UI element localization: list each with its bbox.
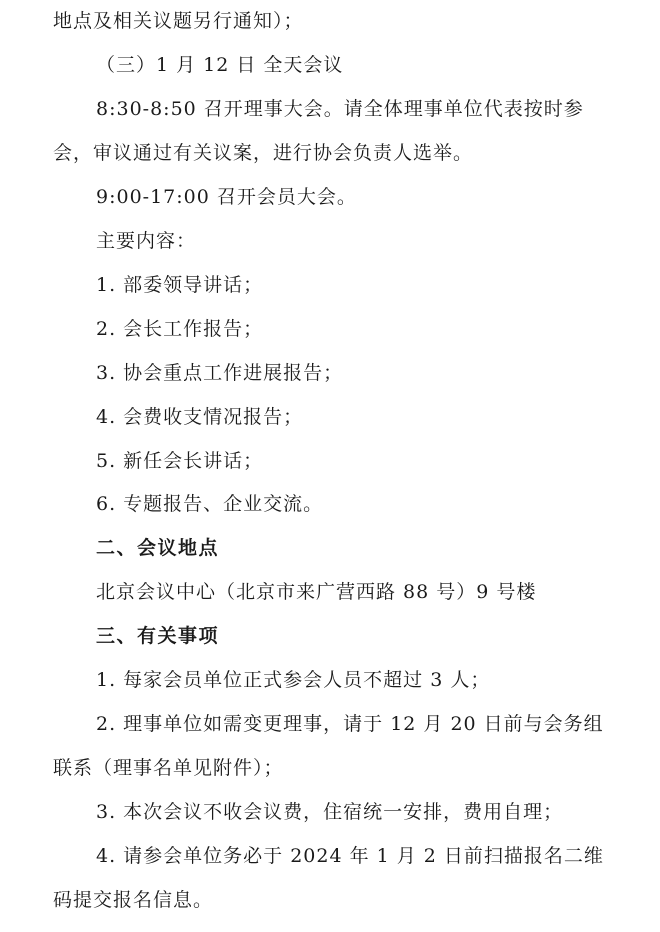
matter-item-1: 1. 每家会员单位正式参会人员不超过 3 人； — [96, 669, 491, 691]
section-heading-matters: 三、有关事项 — [96, 625, 220, 647]
agenda-item-2: 2. 会长工作报告； — [96, 318, 264, 340]
agenda-item-1: 1. 部委领导讲话； — [96, 274, 264, 296]
text-line-member-assembly: 9:00-17:00 召开会员大会。 — [96, 186, 357, 208]
agenda-item-4: 4. 会费收支情况报告； — [96, 406, 304, 428]
agenda-item-6: 6. 专题报告、企业交流。 — [96, 493, 324, 515]
text-line-council-meeting: 8:30-8:50 召开理事大会。请全体理事单位代表按时参 — [96, 98, 584, 120]
matter-item-4-cont: 码提交报名信息。 — [53, 889, 214, 911]
section-heading-venue: 二、会议地点 — [96, 537, 220, 559]
text-line-council-meeting-cont: 会，审议通过有关议案，进行协会负责人选举。 — [53, 142, 474, 164]
matter-item-4: 4. 请参会单位务必于 2024 年 1 月 2 日前扫描报名二维 — [96, 845, 604, 867]
agenda-item-5: 5. 新任会长讲话； — [96, 450, 264, 472]
text-line-main-content-label: 主要内容： — [96, 230, 197, 252]
matter-item-3: 3. 本次会议不收会议费，住宿统一安排，费用自理； — [96, 801, 564, 823]
text-line-venue-address: 北京会议中心（北京市来广营西路 88 号）9 号楼 — [96, 581, 537, 603]
text-line-venue-topics-note: 地点及相关议题另行通知）； — [53, 10, 304, 32]
matter-item-2-cont: 联系（理事名单见附件）； — [53, 757, 284, 779]
text-line-day3-heading: （三）1 月 12 日 全天会议 — [96, 54, 344, 76]
matter-item-2: 2. 理事单位如需变更理事，请于 12 月 20 日前与会务组 — [96, 713, 604, 735]
agenda-item-3: 3. 协会重点工作进展报告； — [96, 362, 344, 384]
